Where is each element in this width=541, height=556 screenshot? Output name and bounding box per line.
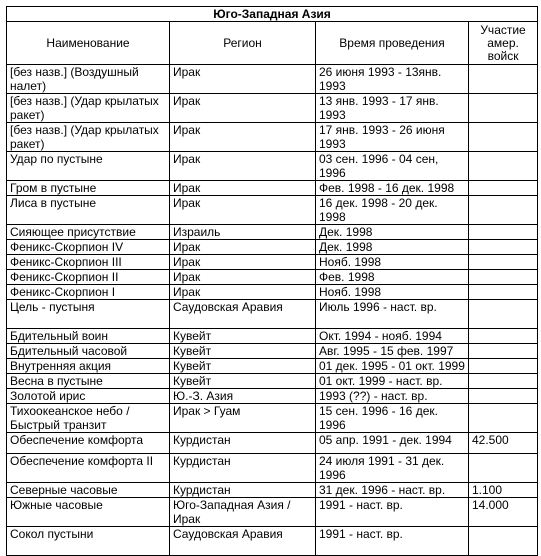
cell-region: Ирак — [170, 152, 316, 181]
cell-troops — [469, 94, 538, 123]
table-row — [7, 454, 538, 483]
cell-time: 1991 - наст. вр. — [316, 498, 469, 527]
operations-table-container — [6, 6, 537, 556]
cell-region: Кувейт — [170, 329, 316, 344]
cell-troops — [469, 329, 538, 344]
cell-time: Нояб. 1998 — [316, 285, 469, 300]
cell-time: 31 дек. 1996 - наст. вр. — [316, 483, 469, 498]
cell-name: Феникс-Скорпион I — [7, 285, 170, 300]
cell-region: Юго-Западная Азия / Ирак — [170, 498, 316, 527]
cell-region: Ирак — [170, 123, 316, 152]
cell-time: 13 янв. 1993 - 17 янв. 1993 — [316, 94, 469, 123]
header-troops: Участие амер. войск — [469, 22, 538, 65]
cell-name: [без назв.] (Удар крылатых ракет) — [7, 94, 170, 123]
table-row — [7, 270, 538, 285]
cell-name: [без назв.] (Воздушный налет) — [7, 65, 170, 94]
table-row — [7, 285, 538, 300]
table-row — [7, 196, 538, 225]
table-row — [7, 498, 538, 527]
cell-name: [без назв.] (Удар крылатых ракет) — [7, 123, 170, 152]
cell-time: 26 июня 1993 - 13янв. 1993 — [316, 65, 469, 94]
cell-name: Феникс-Скорпион II — [7, 270, 170, 285]
table-row — [7, 433, 538, 454]
table-row — [7, 483, 538, 498]
cell-name: Тихоокеанское небо / Быстрый транзит — [7, 404, 170, 433]
cell-region: Ирак > Гуам — [170, 404, 316, 433]
cell-name: Обеспечение комфорта II — [7, 454, 170, 483]
cell-time: 03 сен. 1996 - 04 сен, 1996 — [316, 152, 469, 181]
cell-time: 17 янв. 1993 - 26 июня 1993 — [316, 123, 469, 152]
cell-troops — [469, 255, 538, 270]
table-row — [7, 359, 538, 374]
cell-troops — [469, 270, 538, 285]
cell-time: Нояб. 1998 — [316, 255, 469, 270]
cell-name: Золотой ирис — [7, 389, 170, 404]
cell-name: Бдительный часовой — [7, 344, 170, 359]
cell-troops — [469, 404, 538, 433]
header-region: Регион — [170, 22, 316, 65]
cell-name: Весна в пустыне — [7, 374, 170, 389]
table-row — [7, 389, 538, 404]
cell-region: Саудовская Аравия — [170, 300, 316, 329]
table-row — [7, 255, 538, 270]
cell-time: Июль 1996 - наст. вр. — [316, 300, 469, 329]
cell-name: Сокол пустыни — [7, 527, 170, 556]
cell-time: 05 апр. 1991 - дек. 1994 — [316, 433, 469, 454]
cell-name: Северные часовые — [7, 483, 170, 498]
table-header-row — [7, 22, 538, 65]
table-title-row — [7, 7, 538, 22]
cell-name: Южные часовые — [7, 498, 170, 527]
table-row — [7, 181, 538, 196]
cell-time: 24 июля 1991 - 31 дек. 1996 — [316, 454, 469, 483]
cell-name: Бдительный воин — [7, 329, 170, 344]
cell-troops — [469, 181, 538, 196]
cell-troops: 1.100 — [469, 483, 538, 498]
cell-region: Ирак — [170, 240, 316, 255]
table-title: Юго-Западная Азия — [7, 7, 538, 22]
cell-time: 15 сен. 1996 - 16 дек. 1996 — [316, 404, 469, 433]
cell-time: 01 дек. 1995 - 01 окт. 1999 — [316, 359, 469, 374]
table-row — [7, 240, 538, 255]
cell-troops: 42.500 — [469, 433, 538, 454]
cell-troops — [469, 65, 538, 94]
table-row — [7, 94, 538, 123]
cell-region: Курдистан — [170, 433, 316, 454]
cell-time: Авг. 1995 - 15 фев. 1997 — [316, 344, 469, 359]
cell-name: Обеспечение комфорта — [7, 433, 170, 454]
table-row — [7, 300, 538, 329]
cell-region: Кувейт — [170, 359, 316, 374]
cell-time: 16 дек. 1998 - 20 дек. 1998 — [316, 196, 469, 225]
cell-region: Израиль — [170, 225, 316, 240]
header-name: Наименование — [7, 22, 170, 65]
operations-table — [6, 6, 538, 556]
cell-troops — [469, 225, 538, 240]
table-row — [7, 123, 538, 152]
cell-name: Феникс-Скорпион IV — [7, 240, 170, 255]
cell-region: Ирак — [170, 94, 316, 123]
cell-name: Цель - пустыня — [7, 300, 170, 329]
cell-troops — [469, 374, 538, 389]
cell-name: Лиса в пустыне — [7, 196, 170, 225]
cell-time: Фев. 1998 — [316, 270, 469, 285]
cell-time: Дек. 1998 — [316, 240, 469, 255]
cell-region: Ирак — [170, 181, 316, 196]
cell-region: Курдистан — [170, 454, 316, 483]
cell-region: Саудовская Аравия — [170, 527, 316, 556]
table-row — [7, 65, 538, 94]
cell-time: 1991 - наст. вр. — [316, 527, 469, 556]
table-row — [7, 344, 538, 359]
cell-time: 1993 (??) - наст. вр. — [316, 389, 469, 404]
cell-troops — [469, 285, 538, 300]
cell-region: Ирак — [170, 65, 316, 94]
cell-region: Курдистан — [170, 483, 316, 498]
cell-region: Ю.-З. Азия — [170, 389, 316, 404]
cell-time: 01 окт. 1999 - наст. вр. — [316, 374, 469, 389]
cell-name: Удар по пустыне — [7, 152, 170, 181]
table-row — [7, 329, 538, 344]
cell-troops — [469, 123, 538, 152]
table-row — [7, 374, 538, 389]
cell-time: Окт. 1994 - нояб. 1994 — [316, 329, 469, 344]
cell-troops — [469, 527, 538, 556]
cell-name: Феникс-Скорпион III — [7, 255, 170, 270]
cell-region: Ирак — [170, 196, 316, 225]
cell-region: Кувейт — [170, 344, 316, 359]
cell-time: Дек. 1998 — [316, 225, 469, 240]
cell-troops — [469, 454, 538, 483]
cell-troops — [469, 240, 538, 255]
cell-name: Гром в пустыне — [7, 181, 170, 196]
cell-region: Ирак — [170, 270, 316, 285]
cell-troops — [469, 196, 538, 225]
cell-troops — [469, 359, 538, 374]
cell-troops: 14.000 — [469, 498, 538, 527]
table-row — [7, 527, 538, 556]
table-row — [7, 152, 538, 181]
cell-troops — [469, 300, 538, 329]
cell-region: Ирак — [170, 285, 316, 300]
cell-region: Ирак — [170, 255, 316, 270]
header-time: Время проведения — [316, 22, 469, 65]
table-row — [7, 404, 538, 433]
cell-time: Фев. 1998 - 16 дек. 1998 — [316, 181, 469, 196]
cell-troops — [469, 389, 538, 404]
cell-name: Внутренняя акция — [7, 359, 170, 374]
cell-troops — [469, 152, 538, 181]
cell-region: Кувейт — [170, 374, 316, 389]
cell-troops — [469, 344, 538, 359]
cell-name: Сияющее присутствие — [7, 225, 170, 240]
table-row — [7, 225, 538, 240]
